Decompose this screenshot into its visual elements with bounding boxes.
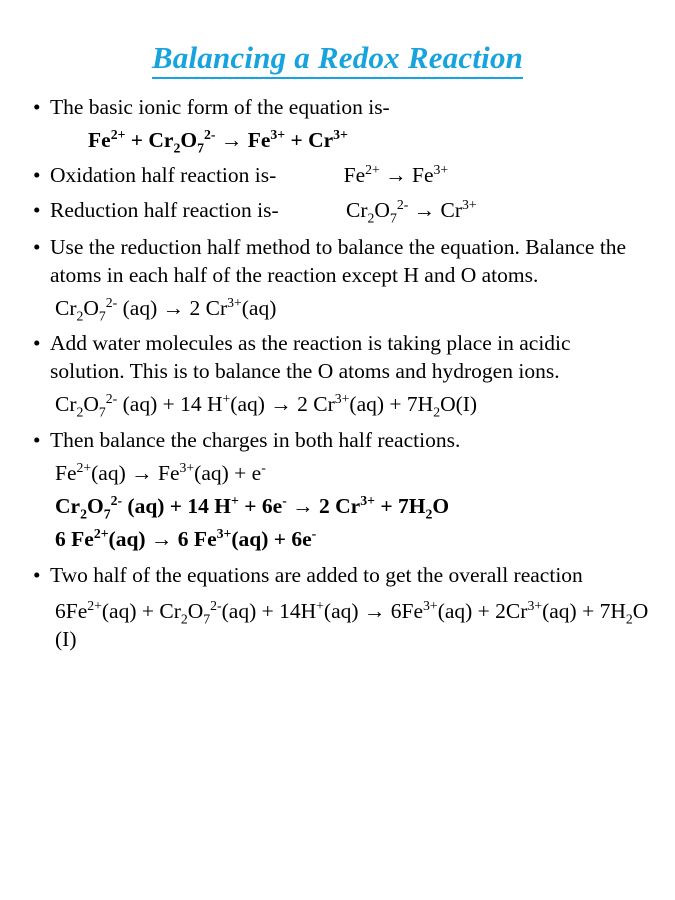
bullet-item-oxidation-half-reaction (0, 162, 675, 190)
equation-basic-ionic-form: $Fe^{2+} + Cr_2O_7^{2-} \to Fe^{3+} + Cr^{3+}$ (88, 126, 348, 156)
equation-oxidation-half-reaction: $Fe^{2+} \to Fe^{3+}$ (343, 162, 449, 188)
bullet-text: Add water molecules as the reaction is taking place in acidic solution. This is to balance the O atoms and hydrogen ions. (50, 331, 571, 384)
bullet-marker-icon: • (33, 331, 41, 356)
bullet-item-balance-charges (0, 427, 675, 455)
equation-iron-oxidation-balanced: $Fe^{2+}(aq) \to Fe^{3+}(aq) + e^-$ (55, 459, 266, 485)
bullet-item-overall-reaction (0, 562, 675, 590)
bullet-text: Use the reduction half method to balance the equation. Balance the atoms in each half of the reaction except H and O atoms. (50, 235, 627, 288)
bullet-marker-icon: • (33, 427, 41, 452)
spacer (0, 322, 675, 330)
equation-balance-atoms: $Cr_2O_7^{2-}$ (aq) → 2 $Cr^{3+}(aq)$ (55, 294, 277, 324)
bullet-marker-icon: • (33, 562, 41, 587)
bullet-item-add-water-molecules (0, 330, 675, 386)
page-title: Balancing a Redox Reaction (152, 42, 523, 79)
bullet-item-reduction-half-method (0, 234, 675, 290)
bullet-item-reduction-half-reaction (0, 197, 675, 225)
bullet-marker-icon: • (33, 95, 41, 119)
bullet-marker-icon: • (33, 235, 41, 260)
bullet-text: Reduction half reaction is- (50, 198, 279, 223)
bullet-text: Then balance the charges in both half reactions. (50, 427, 461, 452)
bullet-text: Two half of the equations are added to get the overall reaction (50, 562, 583, 587)
bullet-marker-icon: • (33, 198, 41, 223)
equation-reduction-half-reaction: $Cr_2O_7^{2-} \to Cr^{3+}$ (346, 197, 477, 226)
equation-overall-reaction: $6Fe^{2+}(aq) + Cr_2O_7^{2-}(aq) + 14H^+(aq) \to 6Fe^{3+}(aq) + 2Cr^{3+}(aq) + 7H_2O$ (I) (55, 597, 649, 652)
equation-iron-oxidation-six-electrons: 6 $Fe^{2+}(aq) \to 6$ $Fe^{3+}(aq) + 6e^-$ (55, 526, 317, 552)
bullet-text: Oxidation half reaction is- (50, 163, 277, 188)
equation-dichromate-reduction-balanced: $Cr_2O_7^{2-}$ (aq) + 14 H+ + 6e- → 2 $Cr^{3+} + 7H_2O$ (55, 492, 450, 522)
spacer (0, 226, 675, 234)
spacer (0, 554, 675, 562)
page-title-container (0, 42, 675, 79)
slide-body (0, 94, 675, 653)
spacer (0, 419, 675, 427)
bullet-text: The basic ionic form of the equation is- (50, 95, 390, 119)
bullet-marker-icon: • (33, 163, 41, 188)
spacer (0, 154, 675, 162)
equation-balance-oxygen-hydrogen: $Cr_2O_7^{2-}$ (aq) + 14 H+(aq) → 2 $Cr^{3+}(aq) + 7H_2O(I)$ (55, 391, 478, 420)
bullet-item-basic-ionic-form (0, 94, 675, 122)
